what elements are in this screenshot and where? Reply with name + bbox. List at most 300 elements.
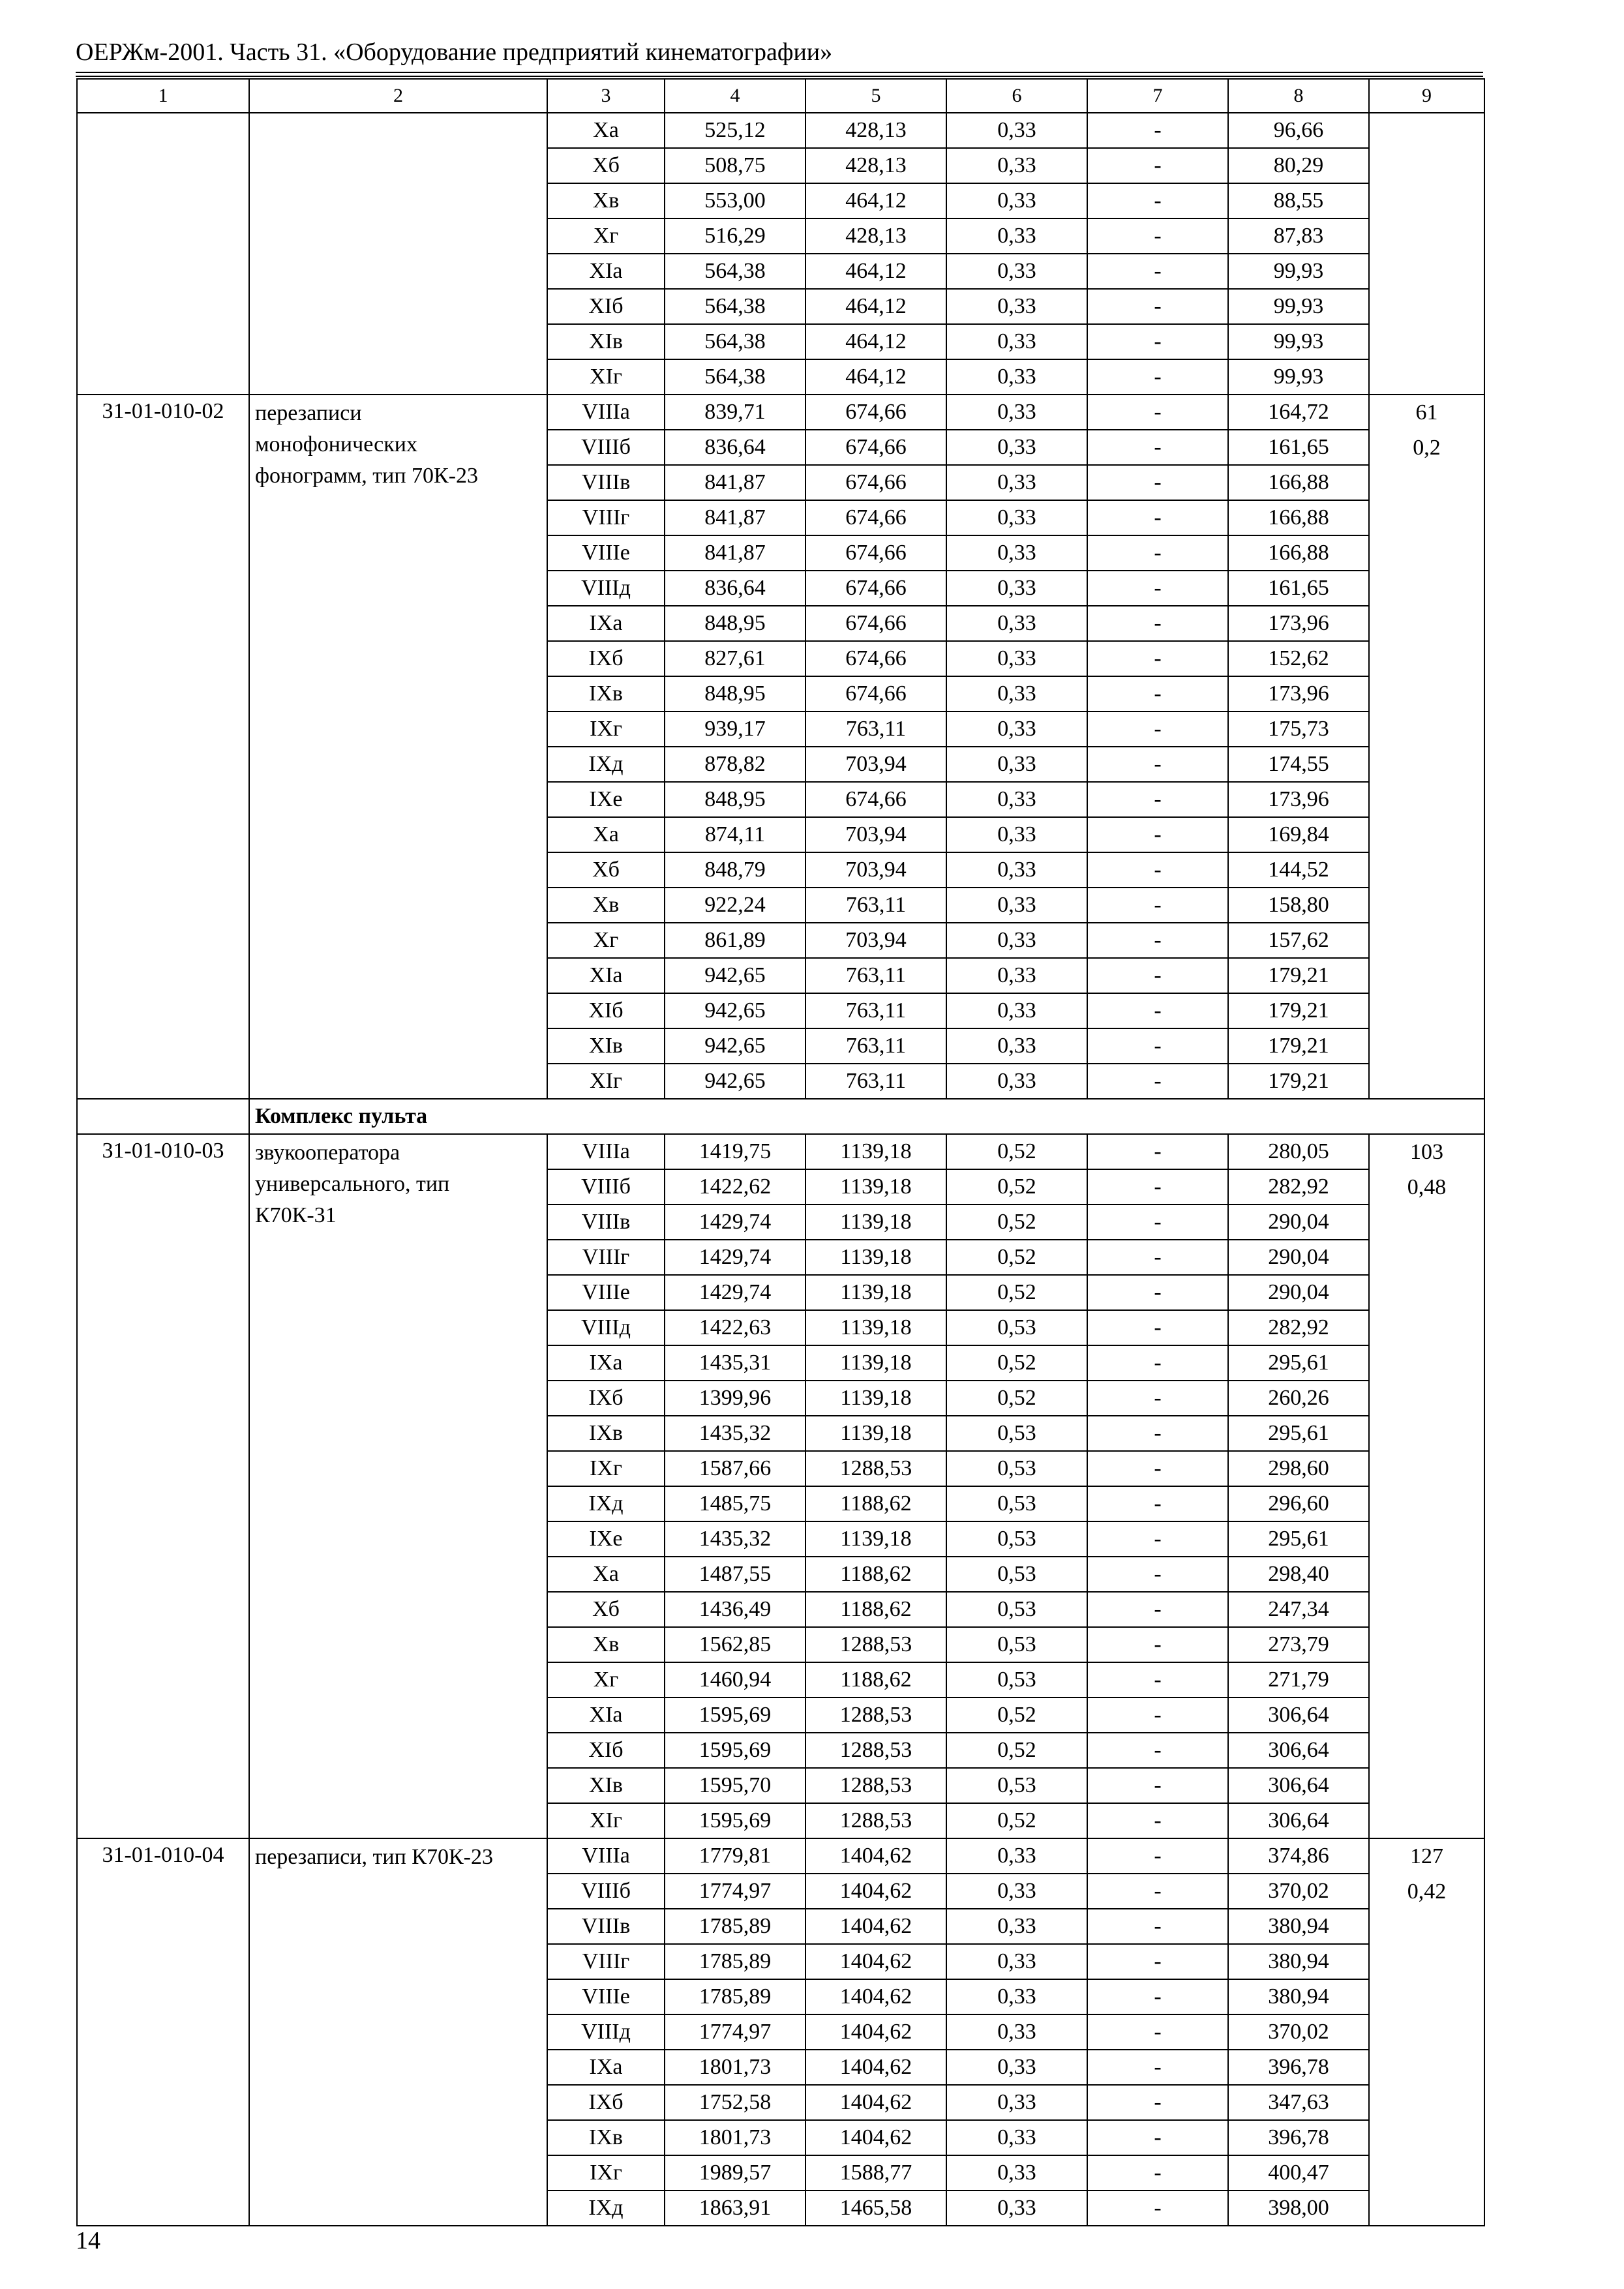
value-cell: VIIIб bbox=[547, 430, 665, 465]
value-cell: - bbox=[1087, 1204, 1228, 1240]
value-cell: 0,52 bbox=[946, 1169, 1087, 1204]
value-cell: 1139,18 bbox=[805, 1275, 946, 1310]
value-cell: 464,12 bbox=[805, 289, 946, 324]
value-cell: - bbox=[1087, 676, 1228, 711]
value-cell: 703,94 bbox=[805, 747, 946, 782]
page-header-title: ОЕРЖм-2001. Часть 31. «Оборудование предприятий кинематографии» bbox=[76, 38, 833, 66]
value-cell: 179,21 bbox=[1228, 1028, 1369, 1064]
value-cell: VIIIв bbox=[547, 1204, 665, 1240]
value-cell: - bbox=[1087, 993, 1228, 1028]
column-number: 7 bbox=[1087, 79, 1228, 113]
value-cell: 674,66 bbox=[805, 606, 946, 641]
value-cell: 841,87 bbox=[665, 465, 805, 500]
value-cell: 396,78 bbox=[1228, 2120, 1369, 2155]
value-cell: 0,33 bbox=[946, 395, 1087, 430]
value-cell: 0,33 bbox=[946, 571, 1087, 606]
value-cell: 428,13 bbox=[805, 113, 946, 148]
value-cell: - bbox=[1087, 606, 1228, 641]
value-cell: XIв bbox=[547, 1028, 665, 1064]
value-cell: 0,53 bbox=[946, 1521, 1087, 1557]
value-cell: 0,33 bbox=[946, 958, 1087, 993]
value-cell: 296,60 bbox=[1228, 1486, 1369, 1521]
value-cell: 0,33 bbox=[946, 1064, 1087, 1099]
column-number: 5 bbox=[805, 79, 946, 113]
col9-cell bbox=[1369, 1134, 1484, 1838]
value-cell: 1404,62 bbox=[805, 2050, 946, 2085]
value-cell: 96,66 bbox=[1228, 113, 1369, 148]
value-cell: 0,52 bbox=[946, 1698, 1087, 1733]
value-cell: 1595,69 bbox=[665, 1698, 805, 1733]
value-cell: - bbox=[1087, 1557, 1228, 1592]
value-cell: 1139,18 bbox=[805, 1521, 946, 1557]
value-cell: 1288,53 bbox=[805, 1733, 946, 1768]
value-cell: Xa bbox=[547, 1557, 665, 1592]
value-cell: 564,38 bbox=[665, 254, 805, 289]
value-cell: 564,38 bbox=[665, 289, 805, 324]
value-cell: - bbox=[1087, 1028, 1228, 1064]
value-cell: Xг bbox=[547, 923, 665, 958]
value-cell: 0,33 bbox=[946, 782, 1087, 817]
value-cell: 1435,31 bbox=[665, 1345, 805, 1381]
value-cell: 161,65 bbox=[1228, 430, 1369, 465]
value-cell: - bbox=[1087, 1733, 1228, 1768]
value-cell: 525,12 bbox=[665, 113, 805, 148]
value-cell: 1139,18 bbox=[805, 1240, 946, 1275]
value-cell: - bbox=[1087, 1416, 1228, 1451]
value-cell: 0,33 bbox=[946, 1909, 1087, 1944]
column-number-row bbox=[77, 79, 1484, 113]
value-cell: 1288,53 bbox=[805, 1803, 946, 1838]
value-cell: 174,55 bbox=[1228, 747, 1369, 782]
column-number: 9 bbox=[1369, 79, 1484, 113]
col9-value: 0,42 bbox=[1407, 1879, 1447, 1904]
value-cell: Xг bbox=[547, 218, 665, 254]
value-cell: - bbox=[1087, 1838, 1228, 1874]
value-cell: - bbox=[1087, 1134, 1228, 1169]
value-cell: Xa bbox=[547, 113, 665, 148]
value-cell: 1863,91 bbox=[665, 2191, 805, 2226]
value-cell: - bbox=[1087, 2014, 1228, 2050]
value-cell: - bbox=[1087, 1662, 1228, 1698]
value-cell: - bbox=[1087, 465, 1228, 500]
value-cell: 179,21 bbox=[1228, 1064, 1369, 1099]
value-cell: IXa bbox=[547, 606, 665, 641]
value-cell: 173,96 bbox=[1228, 782, 1369, 817]
value-cell: VIIIe bbox=[547, 1979, 665, 2014]
value-cell: - bbox=[1087, 2085, 1228, 2120]
col9-value bbox=[1370, 149, 1484, 184]
value-cell: - bbox=[1087, 1345, 1228, 1381]
value-cell: 306,64 bbox=[1228, 1768, 1369, 1803]
value-cell: - bbox=[1087, 1486, 1228, 1521]
value-cell: 1785,89 bbox=[665, 1909, 805, 1944]
value-cell: 1785,89 bbox=[665, 1979, 805, 2014]
col9-value: 61 bbox=[1415, 400, 1438, 425]
value-cell: IXв bbox=[547, 676, 665, 711]
value-cell: IXд bbox=[547, 747, 665, 782]
value-cell: 398,00 bbox=[1228, 2191, 1369, 2226]
value-cell: 306,64 bbox=[1228, 1803, 1369, 1838]
value-cell: VIIIб bbox=[547, 1169, 665, 1204]
value-cell: 827,61 bbox=[665, 641, 805, 676]
value-cell: Xб bbox=[547, 148, 665, 183]
value-cell: 553,00 bbox=[665, 183, 805, 218]
value-cell: 1419,75 bbox=[665, 1134, 805, 1169]
value-cell: XIб bbox=[547, 1733, 665, 1768]
value-cell: 674,66 bbox=[805, 571, 946, 606]
value-cell: IXд bbox=[547, 2191, 665, 2226]
value-cell: 0,33 bbox=[946, 359, 1087, 395]
value-cell: 1752,58 bbox=[665, 2085, 805, 2120]
value-cell: 1587,66 bbox=[665, 1451, 805, 1486]
value-cell: 464,12 bbox=[805, 183, 946, 218]
column-number: 4 bbox=[665, 79, 805, 113]
value-cell: 922,24 bbox=[665, 888, 805, 923]
value-cell: 674,66 bbox=[805, 465, 946, 500]
value-cell: 1404,62 bbox=[805, 2120, 946, 2155]
value-cell: 0,53 bbox=[946, 1627, 1087, 1662]
code-cell bbox=[77, 113, 249, 395]
value-cell: 1460,94 bbox=[665, 1662, 805, 1698]
value-cell: 0,53 bbox=[946, 1416, 1087, 1451]
value-cell: 508,75 bbox=[665, 148, 805, 183]
value-cell: 1288,53 bbox=[805, 1768, 946, 1803]
value-cell: XIa bbox=[547, 254, 665, 289]
value-cell: - bbox=[1087, 500, 1228, 535]
estimate-table bbox=[76, 78, 1485, 2226]
value-cell: 280,05 bbox=[1228, 1134, 1369, 1169]
value-cell: 380,94 bbox=[1228, 1909, 1369, 1944]
col9-cell bbox=[1369, 395, 1484, 1099]
value-cell: 157,62 bbox=[1228, 923, 1369, 958]
value-cell: - bbox=[1087, 1874, 1228, 1909]
value-cell: IXa bbox=[547, 2050, 665, 2085]
value-cell: 0,53 bbox=[946, 1557, 1087, 1592]
value-cell: - bbox=[1087, 218, 1228, 254]
value-cell: 1139,18 bbox=[805, 1310, 946, 1345]
value-cell: 88,55 bbox=[1228, 183, 1369, 218]
value-cell: 674,66 bbox=[805, 641, 946, 676]
value-cell: - bbox=[1087, 782, 1228, 817]
col9-value: 0,2 bbox=[1413, 436, 1441, 460]
value-cell: 306,64 bbox=[1228, 1733, 1369, 1768]
value-cell: - bbox=[1087, 641, 1228, 676]
value-cell: 0,33 bbox=[946, 852, 1087, 888]
value-cell: IXд bbox=[547, 1486, 665, 1521]
section-title: Комплекс пульта bbox=[249, 1099, 1484, 1134]
value-cell: 674,66 bbox=[805, 676, 946, 711]
value-cell: 166,88 bbox=[1228, 535, 1369, 571]
value-cell: 0,52 bbox=[946, 1345, 1087, 1381]
value-cell: 0,52 bbox=[946, 1134, 1087, 1169]
value-cell: 0,33 bbox=[946, 324, 1087, 359]
value-cell: 173,96 bbox=[1228, 606, 1369, 641]
value-cell: 1404,62 bbox=[805, 1909, 946, 1944]
value-cell: 1779,81 bbox=[665, 1838, 805, 1874]
value-cell: 1774,97 bbox=[665, 1874, 805, 1909]
value-cell: 400,47 bbox=[1228, 2155, 1369, 2191]
value-cell: 0,33 bbox=[946, 148, 1087, 183]
value-cell: 0,53 bbox=[946, 1662, 1087, 1698]
value-cell: XIa bbox=[547, 958, 665, 993]
value-cell: 1139,18 bbox=[805, 1169, 946, 1204]
value-cell: - bbox=[1087, 1275, 1228, 1310]
column-number: 3 bbox=[547, 79, 665, 113]
value-cell: VIIIa bbox=[547, 1134, 665, 1169]
value-cell: Xб bbox=[547, 852, 665, 888]
col9-cell bbox=[1369, 1838, 1484, 2226]
value-cell: 763,11 bbox=[805, 958, 946, 993]
empty-cell bbox=[77, 1099, 249, 1134]
value-cell: - bbox=[1087, 2120, 1228, 2155]
value-cell: 1465,58 bbox=[805, 2191, 946, 2226]
value-cell: VIIIa bbox=[547, 395, 665, 430]
page-number: 14 bbox=[76, 2227, 100, 2254]
value-cell: 0,33 bbox=[946, 2191, 1087, 2226]
value-cell: Xв bbox=[547, 183, 665, 218]
value-cell: 0,33 bbox=[946, 183, 1087, 218]
value-cell: - bbox=[1087, 888, 1228, 923]
value-cell: 839,71 bbox=[665, 395, 805, 430]
value-cell: - bbox=[1087, 571, 1228, 606]
value-cell: 152,62 bbox=[1228, 641, 1369, 676]
value-cell: 0,52 bbox=[946, 1803, 1087, 1838]
value-cell: 464,12 bbox=[805, 324, 946, 359]
value-cell: 1139,18 bbox=[805, 1204, 946, 1240]
value-cell: - bbox=[1087, 1064, 1228, 1099]
value-cell: 1801,73 bbox=[665, 2050, 805, 2085]
value-cell: VIIIe bbox=[547, 1275, 665, 1310]
value-cell: 380,94 bbox=[1228, 1979, 1369, 2014]
value-cell: - bbox=[1087, 148, 1228, 183]
value-cell: 1139,18 bbox=[805, 1345, 946, 1381]
value-cell: 0,33 bbox=[946, 218, 1087, 254]
value-cell: 370,02 bbox=[1228, 2014, 1369, 2050]
value-cell: 942,65 bbox=[665, 1028, 805, 1064]
value-cell: 166,88 bbox=[1228, 465, 1369, 500]
value-cell: - bbox=[1087, 1169, 1228, 1204]
value-cell: VIIIв bbox=[547, 465, 665, 500]
value-cell: 674,66 bbox=[805, 430, 946, 465]
col9-value: 0,48 bbox=[1407, 1175, 1447, 1199]
value-cell: XIб bbox=[547, 993, 665, 1028]
value-cell: 1404,62 bbox=[805, 1979, 946, 2014]
value-cell: 0,53 bbox=[946, 1486, 1087, 1521]
value-cell: 290,04 bbox=[1228, 1275, 1369, 1310]
value-cell: 80,29 bbox=[1228, 148, 1369, 183]
value-cell: 1288,53 bbox=[805, 1698, 946, 1733]
value-cell: 861,89 bbox=[665, 923, 805, 958]
value-cell: 260,26 bbox=[1228, 1381, 1369, 1416]
value-cell: Xa bbox=[547, 817, 665, 852]
value-cell: IXг bbox=[547, 2155, 665, 2191]
column-number: 8 bbox=[1228, 79, 1369, 113]
value-cell: 1288,53 bbox=[805, 1627, 946, 1662]
value-cell: 0,52 bbox=[946, 1381, 1087, 1416]
value-cell: 0,33 bbox=[946, 113, 1087, 148]
value-cell: 1485,75 bbox=[665, 1486, 805, 1521]
value-cell: IXe bbox=[547, 1521, 665, 1557]
value-cell: VIIIe bbox=[547, 535, 665, 571]
value-cell: 428,13 bbox=[805, 218, 946, 254]
value-cell: VIIIб bbox=[547, 1874, 665, 1909]
column-number: 2 bbox=[249, 79, 547, 113]
value-cell: 0,33 bbox=[946, 1979, 1087, 2014]
value-cell: XIг bbox=[547, 1803, 665, 1838]
value-cell: XIб bbox=[547, 289, 665, 324]
value-cell: XIв bbox=[547, 1768, 665, 1803]
value-cell: VIIIг bbox=[547, 1240, 665, 1275]
value-cell: 1801,73 bbox=[665, 2120, 805, 2155]
value-cell: - bbox=[1087, 183, 1228, 218]
table-row bbox=[77, 113, 1484, 148]
value-cell: 0,33 bbox=[946, 817, 1087, 852]
value-cell: IXв bbox=[547, 2120, 665, 2155]
value-cell: 674,66 bbox=[805, 535, 946, 571]
value-cell: 0,33 bbox=[946, 641, 1087, 676]
value-cell: 0,52 bbox=[946, 1240, 1087, 1275]
value-cell: 0,33 bbox=[946, 2085, 1087, 2120]
code-cell: 31-01-010-03 bbox=[77, 1134, 249, 1838]
value-cell: IXг bbox=[547, 1451, 665, 1486]
value-cell: 166,88 bbox=[1228, 500, 1369, 535]
value-cell: 290,04 bbox=[1228, 1204, 1369, 1240]
value-cell: 848,95 bbox=[665, 782, 805, 817]
value-cell: 0,33 bbox=[946, 711, 1087, 747]
value-cell: - bbox=[1087, 1592, 1228, 1627]
value-cell: 464,12 bbox=[805, 254, 946, 289]
value-cell: VIIIд bbox=[547, 571, 665, 606]
value-cell: - bbox=[1087, 1979, 1228, 2014]
value-cell: 99,93 bbox=[1228, 289, 1369, 324]
value-cell: 848,95 bbox=[665, 606, 805, 641]
value-cell: 942,65 bbox=[665, 958, 805, 993]
value-cell: 1435,32 bbox=[665, 1416, 805, 1451]
value-cell: IXб bbox=[547, 2085, 665, 2120]
value-cell: 841,87 bbox=[665, 500, 805, 535]
value-cell: 1188,62 bbox=[805, 1592, 946, 1627]
value-cell: Xв bbox=[547, 1627, 665, 1662]
value-cell: - bbox=[1087, 1240, 1228, 1275]
value-cell: 1774,97 bbox=[665, 2014, 805, 2050]
value-cell: - bbox=[1087, 817, 1228, 852]
value-cell: VIIIд bbox=[547, 2014, 665, 2050]
value-cell: 1436,49 bbox=[665, 1592, 805, 1627]
value-cell: - bbox=[1087, 923, 1228, 958]
value-cell: 0,33 bbox=[946, 2014, 1087, 2050]
value-cell: 290,04 bbox=[1228, 1240, 1369, 1275]
value-cell: 942,65 bbox=[665, 993, 805, 1028]
table-row bbox=[77, 1838, 1484, 1874]
header-rule bbox=[76, 76, 1483, 77]
value-cell: 0,33 bbox=[946, 1944, 1087, 1979]
value-cell: 380,94 bbox=[1228, 1944, 1369, 1979]
value-cell: 0,33 bbox=[946, 2155, 1087, 2191]
value-cell: 0,33 bbox=[946, 676, 1087, 711]
value-cell: 1404,62 bbox=[805, 1874, 946, 1909]
value-cell: - bbox=[1087, 324, 1228, 359]
value-cell: 0,52 bbox=[946, 1733, 1087, 1768]
value-cell: 1188,62 bbox=[805, 1486, 946, 1521]
value-cell: - bbox=[1087, 2155, 1228, 2191]
table-row bbox=[77, 1134, 1484, 1169]
header-rule bbox=[76, 72, 1483, 73]
value-cell: 0,33 bbox=[946, 606, 1087, 641]
value-cell: 1288,53 bbox=[805, 1451, 946, 1486]
value-cell: 763,11 bbox=[805, 1064, 946, 1099]
value-cell: 0,33 bbox=[946, 993, 1087, 1028]
value-cell: VIIIг bbox=[547, 500, 665, 535]
value-cell: 0,53 bbox=[946, 1451, 1087, 1486]
value-cell: - bbox=[1087, 289, 1228, 324]
value-cell: - bbox=[1087, 395, 1228, 430]
value-cell: 1139,18 bbox=[805, 1416, 946, 1451]
value-cell: 1188,62 bbox=[805, 1662, 946, 1698]
value-cell: - bbox=[1087, 958, 1228, 993]
value-cell: 1785,89 bbox=[665, 1944, 805, 1979]
value-cell: 282,92 bbox=[1228, 1310, 1369, 1345]
col9-value: 103 bbox=[1410, 1140, 1443, 1164]
value-cell: 1595,69 bbox=[665, 1733, 805, 1768]
value-cell: XIв bbox=[547, 324, 665, 359]
value-cell: 1422,63 bbox=[665, 1310, 805, 1345]
value-cell: XIa bbox=[547, 1698, 665, 1733]
section-row bbox=[77, 1099, 1484, 1134]
value-cell: 0,33 bbox=[946, 1838, 1087, 1874]
value-cell: 0,33 bbox=[946, 430, 1087, 465]
value-cell: IXв bbox=[547, 1416, 665, 1451]
value-cell: IXб bbox=[547, 1381, 665, 1416]
value-cell: 1422,62 bbox=[665, 1169, 805, 1204]
value-cell: 0,33 bbox=[946, 254, 1087, 289]
value-cell: 370,02 bbox=[1228, 1874, 1369, 1909]
value-cell: 674,66 bbox=[805, 395, 946, 430]
value-cell: IXб bbox=[547, 641, 665, 676]
table-body bbox=[77, 79, 1484, 2226]
value-cell: VIIIa bbox=[547, 1838, 665, 1874]
value-cell: 703,94 bbox=[805, 817, 946, 852]
name-cell bbox=[249, 113, 547, 395]
value-cell: - bbox=[1087, 2191, 1228, 2226]
name-cell: перезаписи, тип К70К-23 bbox=[249, 1838, 547, 2226]
value-cell: Xг bbox=[547, 1662, 665, 1698]
value-cell: 939,17 bbox=[665, 711, 805, 747]
value-cell: 0,33 bbox=[946, 465, 1087, 500]
value-cell: 0,33 bbox=[946, 2050, 1087, 2085]
value-cell: 564,38 bbox=[665, 324, 805, 359]
value-cell: 396,78 bbox=[1228, 2050, 1369, 2085]
col9-value bbox=[1370, 113, 1484, 149]
value-cell: 428,13 bbox=[805, 148, 946, 183]
value-cell: 0,33 bbox=[946, 888, 1087, 923]
value-cell: 347,63 bbox=[1228, 2085, 1369, 2120]
value-cell: 99,93 bbox=[1228, 359, 1369, 395]
value-cell: Xб bbox=[547, 1592, 665, 1627]
value-cell: 1404,62 bbox=[805, 2014, 946, 2050]
value-cell: 1404,62 bbox=[805, 1944, 946, 1979]
value-cell: 0,52 bbox=[946, 1275, 1087, 1310]
value-cell: 175,73 bbox=[1228, 711, 1369, 747]
value-cell: - bbox=[1087, 711, 1228, 747]
value-cell: 0,33 bbox=[946, 535, 1087, 571]
value-cell: 87,83 bbox=[1228, 218, 1369, 254]
value-cell: 464,12 bbox=[805, 359, 946, 395]
value-cell: 99,93 bbox=[1228, 254, 1369, 289]
value-cell: - bbox=[1087, 535, 1228, 571]
value-cell: 703,94 bbox=[805, 923, 946, 958]
value-cell: 763,11 bbox=[805, 711, 946, 747]
value-cell: 306,64 bbox=[1228, 1698, 1369, 1733]
